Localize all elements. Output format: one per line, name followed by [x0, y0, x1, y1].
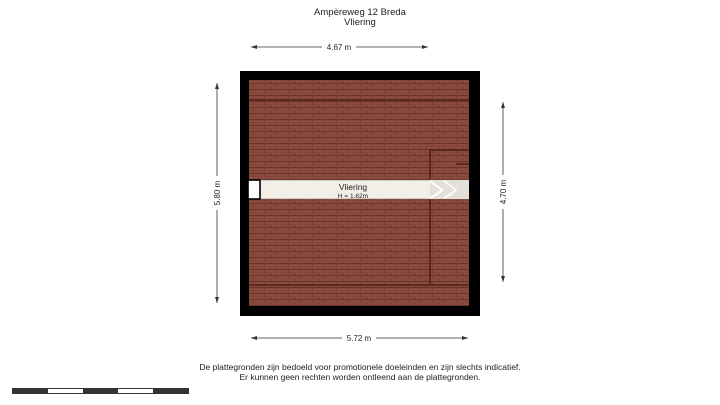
stair-hatch	[430, 180, 469, 199]
disclaimer-line-2: Er kunnen geen rechten worden ontleend aan de plattegronden.	[239, 372, 481, 382]
scale-bar-segment	[153, 389, 188, 393]
roof-surface-bottom	[249, 199, 469, 306]
wall-opening	[248, 180, 260, 199]
scale-bar-segment	[13, 389, 48, 393]
plan-floor-name: Vliering	[344, 17, 376, 28]
plan-address: Ampèreweg 12 Breda	[314, 7, 406, 18]
disclaimer-line-1: De plattegronden zijn bedoeld voor promotionele doeleinden en zijn slechts indicatief.	[199, 362, 521, 372]
dimension-left	[212, 83, 222, 303]
dimension-bottom	[251, 333, 468, 343]
scale-bar-segment	[118, 389, 153, 393]
dimension-top	[251, 42, 428, 52]
room-name: Vliering	[338, 182, 368, 192]
scale-bar	[12, 388, 189, 394]
dimension-left-label: 5.80 m	[213, 180, 222, 206]
dimension-right	[498, 102, 508, 282]
scale-bar-segment	[83, 389, 118, 393]
roof-surface-top	[249, 80, 469, 180]
dimension-top-label: 4.67 m	[326, 43, 352, 52]
dimension-bottom-label: 5.72 m	[346, 334, 372, 343]
room-height: H = 1.62m	[337, 193, 369, 200]
scale-bar-segment	[48, 389, 83, 393]
dimension-right-label: 4.70 m	[499, 179, 508, 205]
